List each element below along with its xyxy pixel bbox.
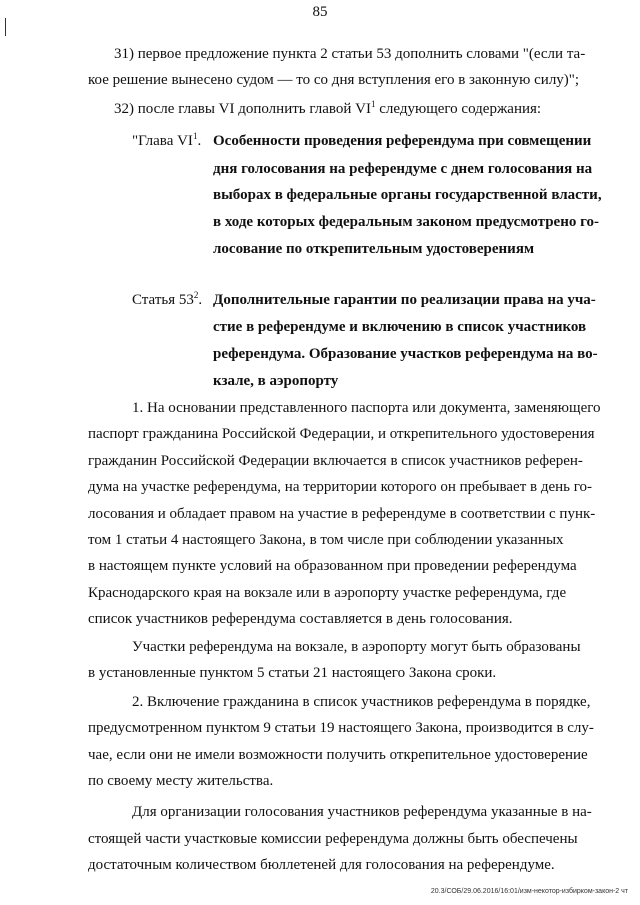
article-label-tail: . — [198, 292, 203, 308]
paragraph-line: список участников референдума составляется в день голосования. — [88, 611, 513, 627]
item-32-sup: 1 — [371, 99, 376, 109]
item-32-tail: следующего содержания: — [375, 101, 542, 117]
article-label — [132, 290, 202, 310]
paragraph-line: лосования и обладает правом на участие в референдуме в соответствии с пунк- — [88, 506, 596, 522]
article-title-line: референдума. Образование участков референдума на во- — [213, 346, 598, 362]
paragraph-line: 2. Включение гражданина в список участников референдума в порядке, — [132, 694, 591, 710]
chapter-title-line: Особенности проведения референдума при совмещении — [213, 133, 592, 149]
paragraph-line: в установленные пунктом 5 статьи 21 настоящего Закона сроки. — [88, 665, 497, 681]
chapter-title-line: выборах в федеральные органы государственной власти, — [213, 187, 602, 203]
paragraph-line: в настоящем пункте условий на образованном при проведении референдума — [88, 558, 577, 574]
footer-document-id: 20.3/СОБ/29.06.2016/16:01/изм-некотор-избирком-закон-2 чт — [430, 888, 628, 895]
article-title-line: кзале, в аэропорту — [213, 373, 339, 389]
item-31-line-1: 31) первое предложение пункта 2 статьи 53 дополнить словами "(если та- — [114, 46, 586, 62]
chapter-label-tail: . — [197, 133, 202, 149]
paragraph-line: гражданин Российской Федерации включается в список участников референ- — [88, 453, 583, 469]
paragraph-line: паспорт гражданина Российской Федерации, и открепительного удостоверения — [88, 426, 595, 442]
paragraph-line: том 1 статьи 4 настоящего Закона, в том числе при соблюдении указанных — [88, 532, 564, 548]
chapter-label — [132, 131, 201, 151]
chapter-title-line: дня голосования на референдуме с днем голосования на — [213, 161, 593, 177]
paragraph-line: Участки референдума на вокзале, в аэропорту могут быть образованы — [132, 639, 581, 655]
item-32 — [114, 99, 541, 119]
article-label-sup: 2 — [193, 290, 199, 300]
paragraph-line: Краснодарского края на вокзале или в аэропорту участке референдума, где — [88, 585, 567, 601]
paragraph-line: 1. На основании представленного паспорта или документа, заменяющего — [132, 400, 601, 416]
paragraph-line: дума на участке референдума, на территории которого он пребывает в день го- — [88, 479, 593, 495]
chapter-title-line: в ходе которых федеральным законом предусмотрено го- — [213, 214, 600, 230]
paragraph-line: стоящей части участковые комиссии референдума должны быть обеспечены — [88, 831, 578, 847]
chapter-title-line: лосование по открепительным удостоверениям — [213, 241, 535, 257]
article-title-line: стие в референдуме и включению в список участников — [213, 319, 587, 335]
item-32-text: 32) после главы VI дополнить главой VI — [114, 101, 371, 117]
article-title-line: Дополнительные гарантии по реализации права на уча- — [213, 292, 596, 308]
paragraph-line: чае, если они не имели возможности получить открепительное удостоверение — [88, 747, 588, 763]
item-31-line-2: кое решение вынесено судом — то со дня вступления его в законную силу)"; — [88, 72, 580, 88]
paragraph-line: Для организации голосования участников референдума указанные в на- — [132, 804, 592, 820]
paragraph-line: достаточным количеством бюллетеней для голосования на референдуме. — [88, 857, 555, 873]
paragraph-line: по своему месту жительства. — [88, 773, 274, 789]
chapter-label-text: "Глава VI — [132, 133, 193, 149]
page-number: 85 — [312, 4, 328, 20]
chapter-label-sup: 1 — [192, 131, 198, 141]
paragraph-line: предусмотренном пунктом 9 статьи 19 настоящего Закона, производится в слу- — [88, 720, 594, 736]
article-label-text: Статья 53 — [132, 292, 194, 308]
